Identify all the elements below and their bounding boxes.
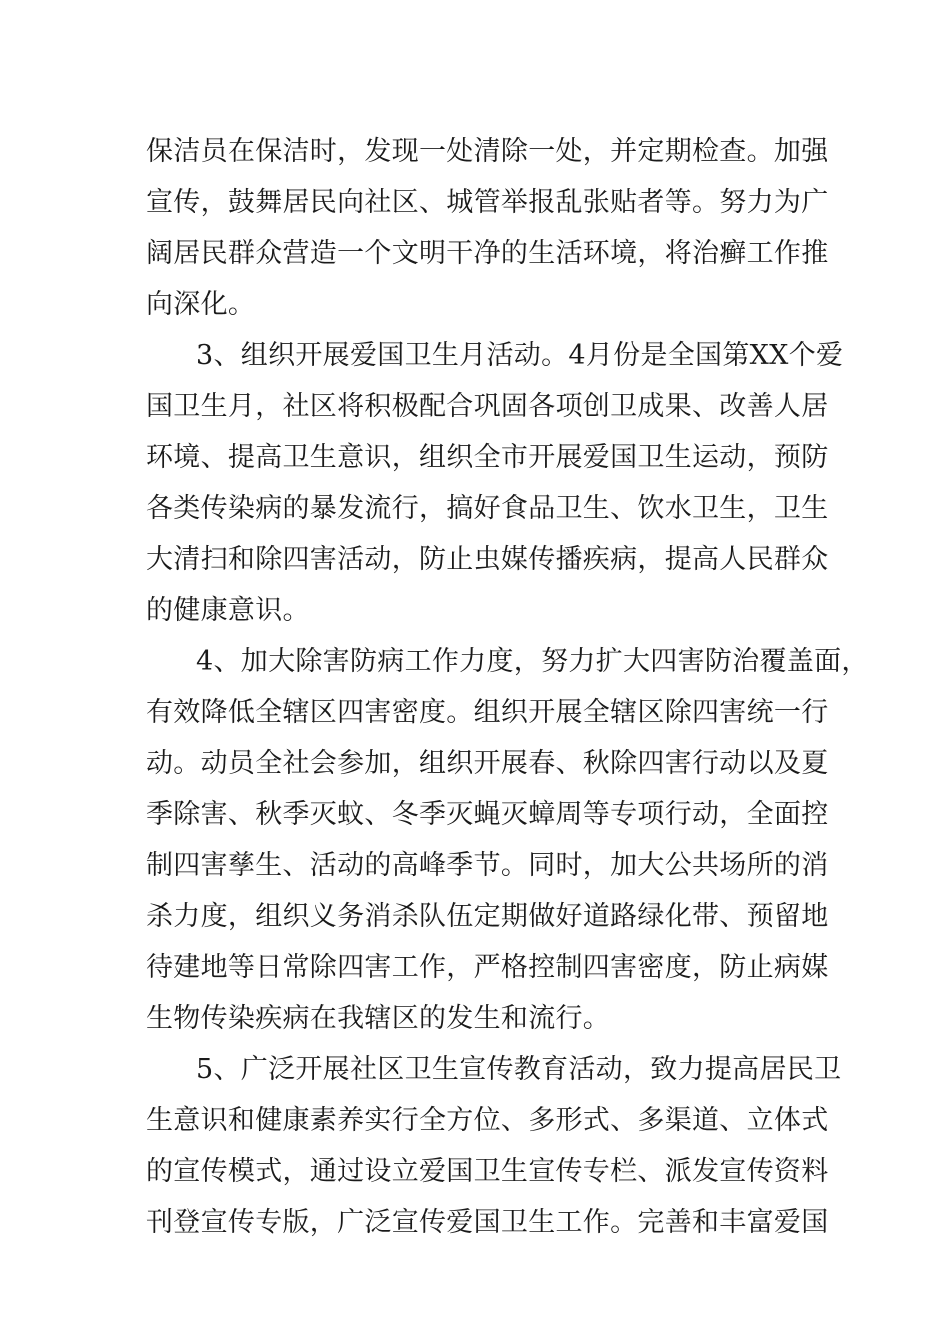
text-line: 各类传染病的暴发流行，搞好食品卫生、饮水卫生，卫生 — [146, 493, 829, 524]
text-line: 宣传，鼓舞居民向社区、城管举报乱张贴者等。努力为广 — [146, 187, 829, 218]
text-line: 季除害、秋季灭蚊、冬季灭蝇灭蟑周等专项行动，全面控 — [146, 799, 829, 830]
paragraph-first-line: 5、广泛开展社区卫生宣传教育活动，致力提高居民卫 — [196, 1054, 842, 1085]
text-line: 刊登宣传专版，广泛宣传爱国卫生工作。完善和丰富爱国 — [146, 1207, 829, 1238]
text-line: 有效降低全辖区四害密度。组织开展全辖区除四害统一行 — [146, 697, 829, 728]
text-line: 动。动员全社会参加，组织开展春、秋除四害行动以及夏 — [146, 748, 829, 779]
paragraph-first-line: 4、加大除害防病工作力度，努力扩大四害防治覆盖面， — [196, 646, 869, 677]
text-line: 大清扫和除四害活动，防止虫媒传播疾病，提高人民群众 — [146, 544, 829, 575]
text-line: 杀力度，组织义务消杀队伍定期做好道路绿化带、预留地 — [146, 901, 829, 932]
text-line: 向深化。 — [146, 289, 256, 320]
text-line: 环境、提高卫生意识，组织全市开展爱国卫生运动，预防 — [146, 442, 829, 473]
text-line: 的健康意识。 — [146, 595, 310, 626]
paragraph-first-line: 3、组织开展爱国卫生月活动。4月份是全国第XX个爱 — [196, 340, 844, 371]
text-line: 国卫生月，社区将积极配合巩固各项创卫成果、改善人居 — [146, 391, 829, 422]
text-line: 生意识和健康素养实行全方位、多形式、多渠道、立体式 — [146, 1105, 829, 1136]
text-line: 待建地等日常除四害工作，严格控制四害密度，防止病媒 — [146, 952, 829, 983]
text-line: 制四害孳生、活动的高峰季节。同时，加大公共场所的消 — [146, 850, 829, 881]
text-line: 生物传染疾病在我辖区的发生和流行。 — [146, 1003, 611, 1034]
text-line: 保洁员在保洁时，发现一处清除一处，并定期检查。加强 — [146, 136, 829, 167]
document-body — [146, 126, 869, 1248]
text-line: 的宣传模式，通过设立爱国卫生宣传专栏、派发宣传资料 — [146, 1156, 829, 1187]
text-line: 阔居民群众营造一个文明干净的生活环境，将治癣工作推 — [146, 238, 829, 269]
